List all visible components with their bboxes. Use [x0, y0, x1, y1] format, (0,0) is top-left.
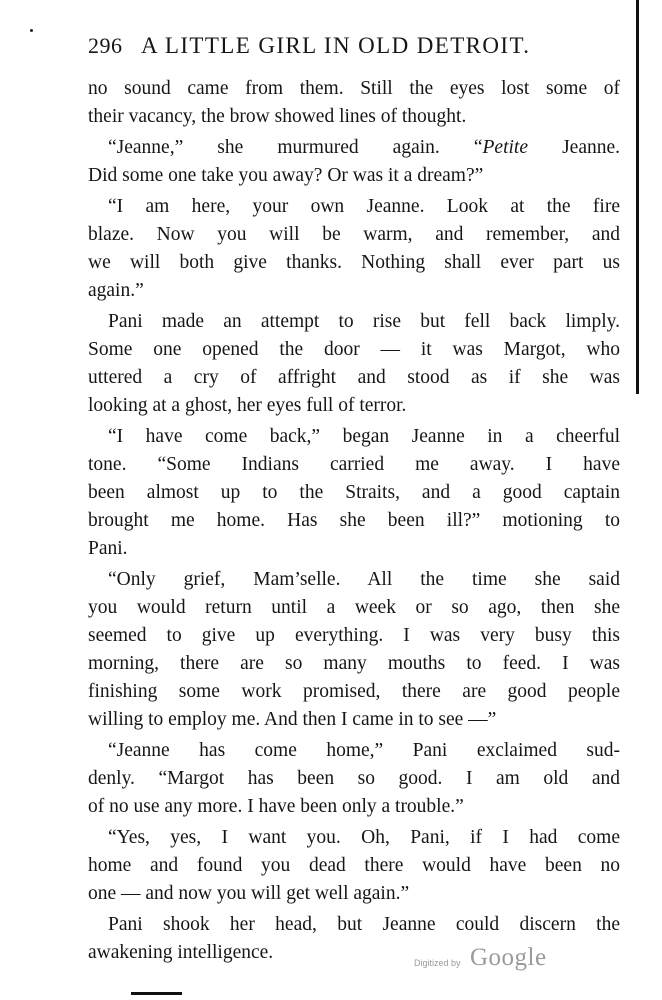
running-title: A LITTLE GIRL IN OLD DETROIT.	[141, 33, 531, 58]
text-line: uttered a cry of affright and stood as if she was	[88, 367, 620, 388]
text-line: Pani made an attempt to rise but fell back limply.	[108, 311, 620, 332]
page-number: 296	[88, 33, 123, 58]
text-line: Pani.	[88, 538, 128, 559]
text-line: “I have come back,” began Jeanne in a cheerful	[108, 426, 620, 447]
text-line: Some one opened the door — it was Margot, who	[88, 339, 620, 360]
text-line: tone. “Some Indians carried me away. I have	[88, 454, 620, 475]
text-line: blaze. Now you will be warm, and remember, and	[88, 224, 620, 245]
text-line: denly. “Margot has been so good. I am old and	[88, 768, 620, 789]
text-line: seemed to give up everything. I was very busy this	[88, 625, 620, 646]
text-line: “Only grief, Mam’selle. All the time she said	[108, 569, 620, 590]
text-line: “I am here, your own Jeanne. Look at the fire	[108, 196, 620, 217]
page-edge-line	[636, 0, 639, 394]
watermark-brand: Google	[470, 944, 547, 971]
text-line: brought me home. Has she been ill?” motioning to	[88, 510, 620, 531]
text-line: “Yes, yes, I want you. Oh, Pani, if I had come	[108, 827, 620, 848]
ink-speck	[30, 29, 33, 32]
text-line: been almost up to the Straits, and a good captain	[88, 482, 620, 503]
text-line: you would return until a week or so ago, then she	[88, 597, 620, 618]
watermark-digitized-by: Digitized by	[414, 958, 461, 968]
text-line: Did some one take you away? Or was it a dream?”	[88, 165, 484, 186]
text-line: no sound came from them. Still the eyes lost some of	[88, 78, 620, 99]
italic-word: Petite	[482, 137, 528, 158]
running-head	[88, 33, 608, 63]
text-line: of no use any more. I have been only a trouble.”	[88, 796, 464, 817]
text-line: “Jeanne,” she murmured again. “Petite Jeanne.	[108, 137, 621, 158]
text-line: willing to employ me. And then I came in to see —”	[88, 709, 497, 730]
text-line: Pani shook her head, but Jeanne could discern the	[108, 914, 620, 935]
digitized-watermark	[414, 944, 554, 974]
text-line: looking at a ghost, her eyes full of terror.	[88, 395, 407, 416]
text-line: morning, there are so many mouths to feed. I was	[88, 653, 620, 674]
body-text	[88, 75, 620, 967]
text-line: awakening intelligence.	[88, 942, 274, 963]
text-line: we will both give thanks. Nothing shall ever part us	[88, 252, 620, 273]
text-line: home and found you dead there would have been no	[88, 855, 620, 876]
bottom-rule	[131, 992, 182, 995]
text-line: “Jeanne has come home,” Pani exclaimed sud-	[108, 740, 620, 761]
text-line: finishing some work promised, there are good people	[88, 681, 620, 702]
text-line: one — and now you will get well again.”	[88, 883, 410, 904]
text-line: again.”	[88, 280, 144, 301]
text-line: their vacancy, the brow showed lines of thought.	[88, 106, 467, 127]
